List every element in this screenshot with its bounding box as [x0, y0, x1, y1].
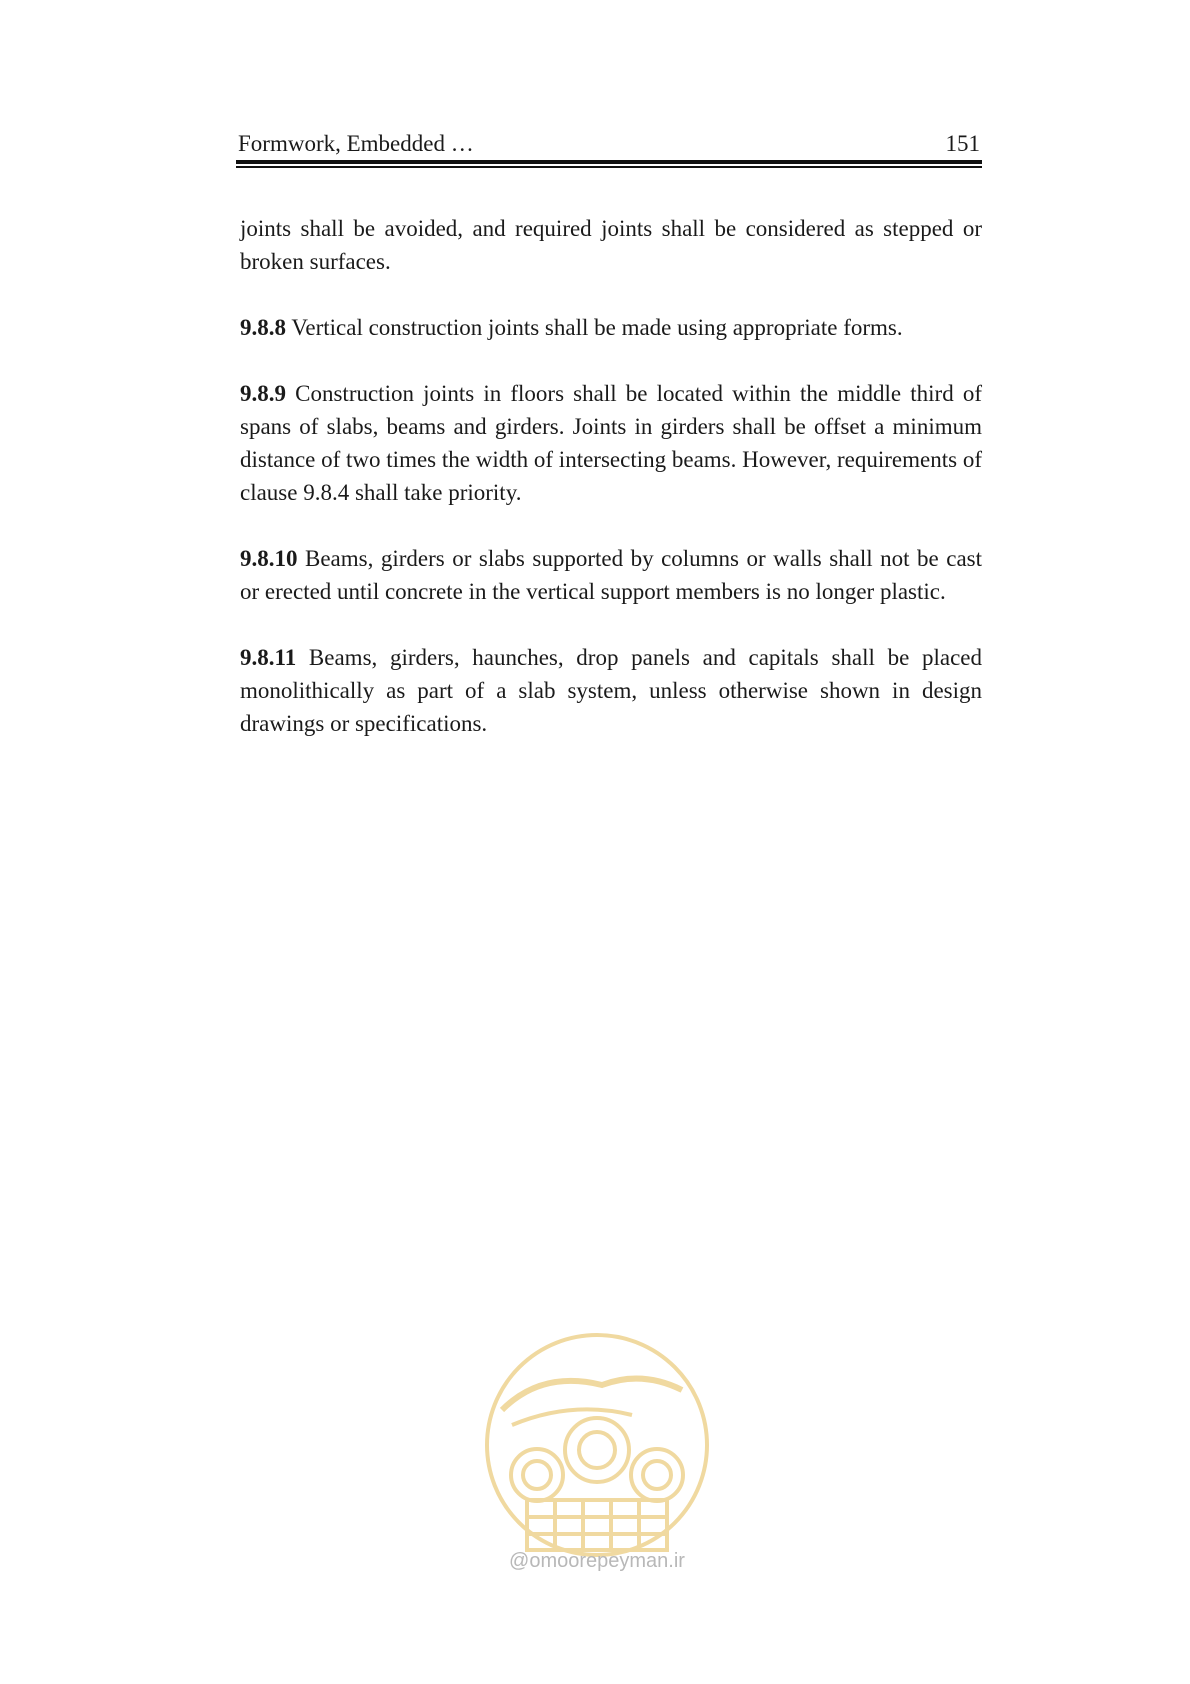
body-text — [240, 212, 982, 773]
running-header — [238, 126, 980, 158]
paragraph-text: joints shall be avoided, and required joints shall be considered as stepped or broken surfaces. — [240, 216, 982, 274]
running-title: Formwork, Embedded … — [238, 131, 474, 156]
clause-number: 9.8.11 — [240, 645, 297, 670]
clause-text: Vertical construction joints shall be made using appropriate forms. — [286, 315, 903, 340]
clause-9-8-10 — [240, 542, 982, 608]
watermark-domain: @omoorepeyman.ir — [509, 1550, 685, 1572]
paragraph-continuation — [240, 212, 982, 278]
clause-text: Construction joints in floors shall be located within the middle third of spans of slabs, beams and girders. Joints in girders shall be offset a minimum distance of two times the width of intersecting beams. However, requirements of clause 9.8.4 shall take priority. — [240, 381, 982, 505]
clause-9-8-8 — [240, 311, 982, 344]
header-rule-thin — [236, 166, 982, 168]
clause-text: Beams, girders, haunches, drop panels and capitals shall be placed monolithically as part of a slab system, unless otherwise shown in design drawings or specifications. — [240, 645, 982, 736]
clause-number: 9.8.8 — [240, 315, 286, 340]
clause-number: 9.8.9 — [240, 381, 286, 406]
clause-number: 9.8.10 — [240, 546, 298, 571]
page-number: 151 — [945, 131, 980, 156]
clause-9-8-11 — [240, 641, 982, 740]
clause-9-8-9 — [240, 377, 982, 509]
header-rule-thick — [236, 160, 982, 164]
clause-text: Beams, girders or slabs supported by columns or walls shall not be cast or erected until concrete in the vertical support members is no longer plastic. — [240, 546, 982, 604]
